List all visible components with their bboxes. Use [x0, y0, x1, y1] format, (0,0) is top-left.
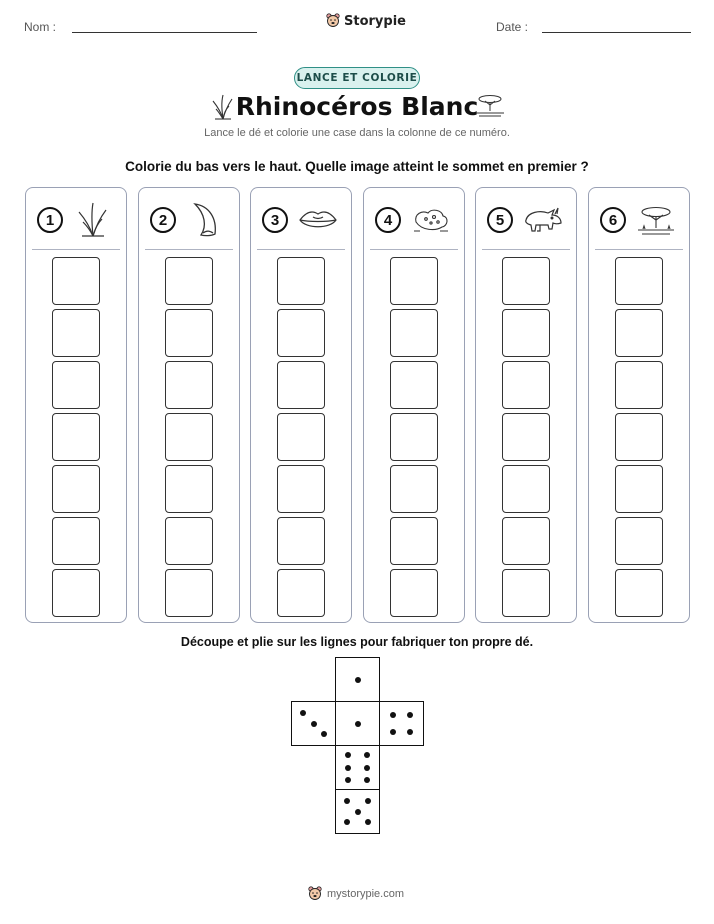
die-pip — [345, 752, 351, 758]
die-face — [335, 701, 380, 746]
die-pip — [300, 710, 306, 716]
die-face — [379, 701, 424, 746]
color-cell[interactable] — [277, 413, 325, 461]
brand-name: Storypie — [344, 13, 406, 29]
die-face — [335, 789, 380, 834]
color-cell[interactable] — [52, 465, 100, 513]
color-cell[interactable] — [502, 517, 550, 565]
date-line[interactable] — [542, 32, 691, 33]
color-cell[interactable] — [52, 257, 100, 305]
color-cell[interactable] — [615, 361, 663, 409]
die-face — [335, 657, 380, 702]
die-pip — [390, 729, 396, 735]
footer-url[interactable]: mystorypie.com — [327, 888, 405, 900]
die-number: 4 — [375, 207, 401, 233]
color-cell[interactable] — [277, 465, 325, 513]
color-cell[interactable] — [277, 569, 325, 617]
column-header — [589, 188, 689, 252]
color-cell[interactable] — [615, 257, 663, 305]
color-cell[interactable] — [277, 309, 325, 357]
column-4 — [363, 187, 465, 623]
die-pip — [365, 798, 371, 804]
bear-icon — [326, 13, 340, 29]
column-header — [139, 188, 239, 252]
brand-logo — [326, 13, 406, 29]
color-cell[interactable] — [390, 517, 438, 565]
die-pip — [355, 809, 361, 815]
color-cell[interactable] — [390, 413, 438, 461]
rhino-icon — [522, 200, 564, 240]
color-cell[interactable] — [390, 569, 438, 617]
die-number: 5 — [487, 207, 513, 233]
date-label: Date : — [496, 20, 529, 34]
color-cell[interactable] — [165, 361, 213, 409]
die-pip — [345, 777, 351, 783]
color-cell[interactable] — [390, 257, 438, 305]
die-number: 2 — [150, 207, 176, 233]
die-pip — [344, 798, 350, 804]
column-3 — [250, 187, 352, 623]
die-pip — [355, 677, 361, 683]
color-cell[interactable] — [277, 257, 325, 305]
column-divider — [370, 249, 458, 250]
color-cell[interactable] — [390, 465, 438, 513]
die-number: 6 — [600, 207, 626, 233]
color-cell[interactable] — [502, 465, 550, 513]
column-2 — [138, 187, 240, 623]
savanna-tree-icon — [474, 93, 506, 119]
column-divider — [145, 249, 233, 250]
name-label: Nom : — [24, 20, 57, 34]
die-pip — [364, 765, 370, 771]
die-face — [335, 745, 380, 790]
die-pip — [321, 731, 327, 737]
color-cell[interactable] — [502, 257, 550, 305]
name-line[interactable] — [72, 32, 257, 33]
column-5 — [475, 187, 577, 623]
color-cell[interactable] — [277, 361, 325, 409]
color-cell[interactable] — [390, 361, 438, 409]
color-cell[interactable] — [615, 413, 663, 461]
column-header — [251, 188, 351, 252]
color-cell[interactable] — [165, 465, 213, 513]
savanna-tree-icon — [635, 200, 677, 240]
horn-icon — [185, 200, 227, 240]
color-cell[interactable] — [165, 413, 213, 461]
color-cell[interactable] — [615, 517, 663, 565]
page-title: Rhinocéros Blanc — [235, 92, 479, 121]
color-cell[interactable] — [502, 569, 550, 617]
column-header — [364, 188, 464, 252]
color-cell[interactable] — [502, 309, 550, 357]
column-divider — [595, 249, 683, 250]
color-cell[interactable] — [277, 517, 325, 565]
color-cell[interactable] — [165, 257, 213, 305]
color-cell[interactable] — [165, 569, 213, 617]
color-cell[interactable] — [52, 413, 100, 461]
activity-tag: LANCE ET COLORIE — [294, 67, 420, 89]
column-divider — [257, 249, 345, 250]
color-cell[interactable] — [52, 361, 100, 409]
color-cell[interactable] — [52, 517, 100, 565]
die-pip — [364, 777, 370, 783]
color-cell[interactable] — [615, 569, 663, 617]
color-cell[interactable] — [165, 517, 213, 565]
bear-icon — [308, 886, 322, 902]
die-number: 1 — [37, 207, 63, 233]
color-cell[interactable] — [502, 413, 550, 461]
die-pip — [345, 765, 351, 771]
column-1 — [25, 187, 127, 623]
column-header — [476, 188, 576, 252]
die-face — [291, 701, 336, 746]
grass-icon — [72, 200, 114, 240]
die-pip — [407, 712, 413, 718]
die-pip — [311, 721, 317, 727]
cut-instruction: Découpe et plie sur les lignes pour fabriquer ton propre dé. — [180, 635, 534, 649]
subtitle: Lance le dé et colorie une case dans la colonne de ce numéro. — [204, 127, 510, 139]
color-cell[interactable] — [52, 309, 100, 357]
mud-icon — [410, 200, 452, 240]
instruction-text: Colorie du bas vers le haut. Quelle image atteint le sommet en premier ? — [125, 159, 589, 174]
lips-icon — [297, 200, 339, 240]
die-pip — [344, 819, 350, 825]
die-number: 3 — [262, 207, 288, 233]
die-pip — [365, 819, 371, 825]
die-pip — [390, 712, 396, 718]
color-cell[interactable] — [52, 569, 100, 617]
color-cell[interactable] — [615, 309, 663, 357]
column-divider — [32, 249, 120, 250]
color-cell[interactable] — [390, 309, 438, 357]
footer — [308, 886, 404, 902]
die-pip — [364, 752, 370, 758]
die-pip — [407, 729, 413, 735]
column-divider — [482, 249, 570, 250]
color-cell[interactable] — [502, 361, 550, 409]
column-header — [26, 188, 126, 252]
column-6 — [588, 187, 690, 623]
die-pip — [355, 721, 361, 727]
color-cell[interactable] — [165, 309, 213, 357]
color-cell[interactable] — [615, 465, 663, 513]
